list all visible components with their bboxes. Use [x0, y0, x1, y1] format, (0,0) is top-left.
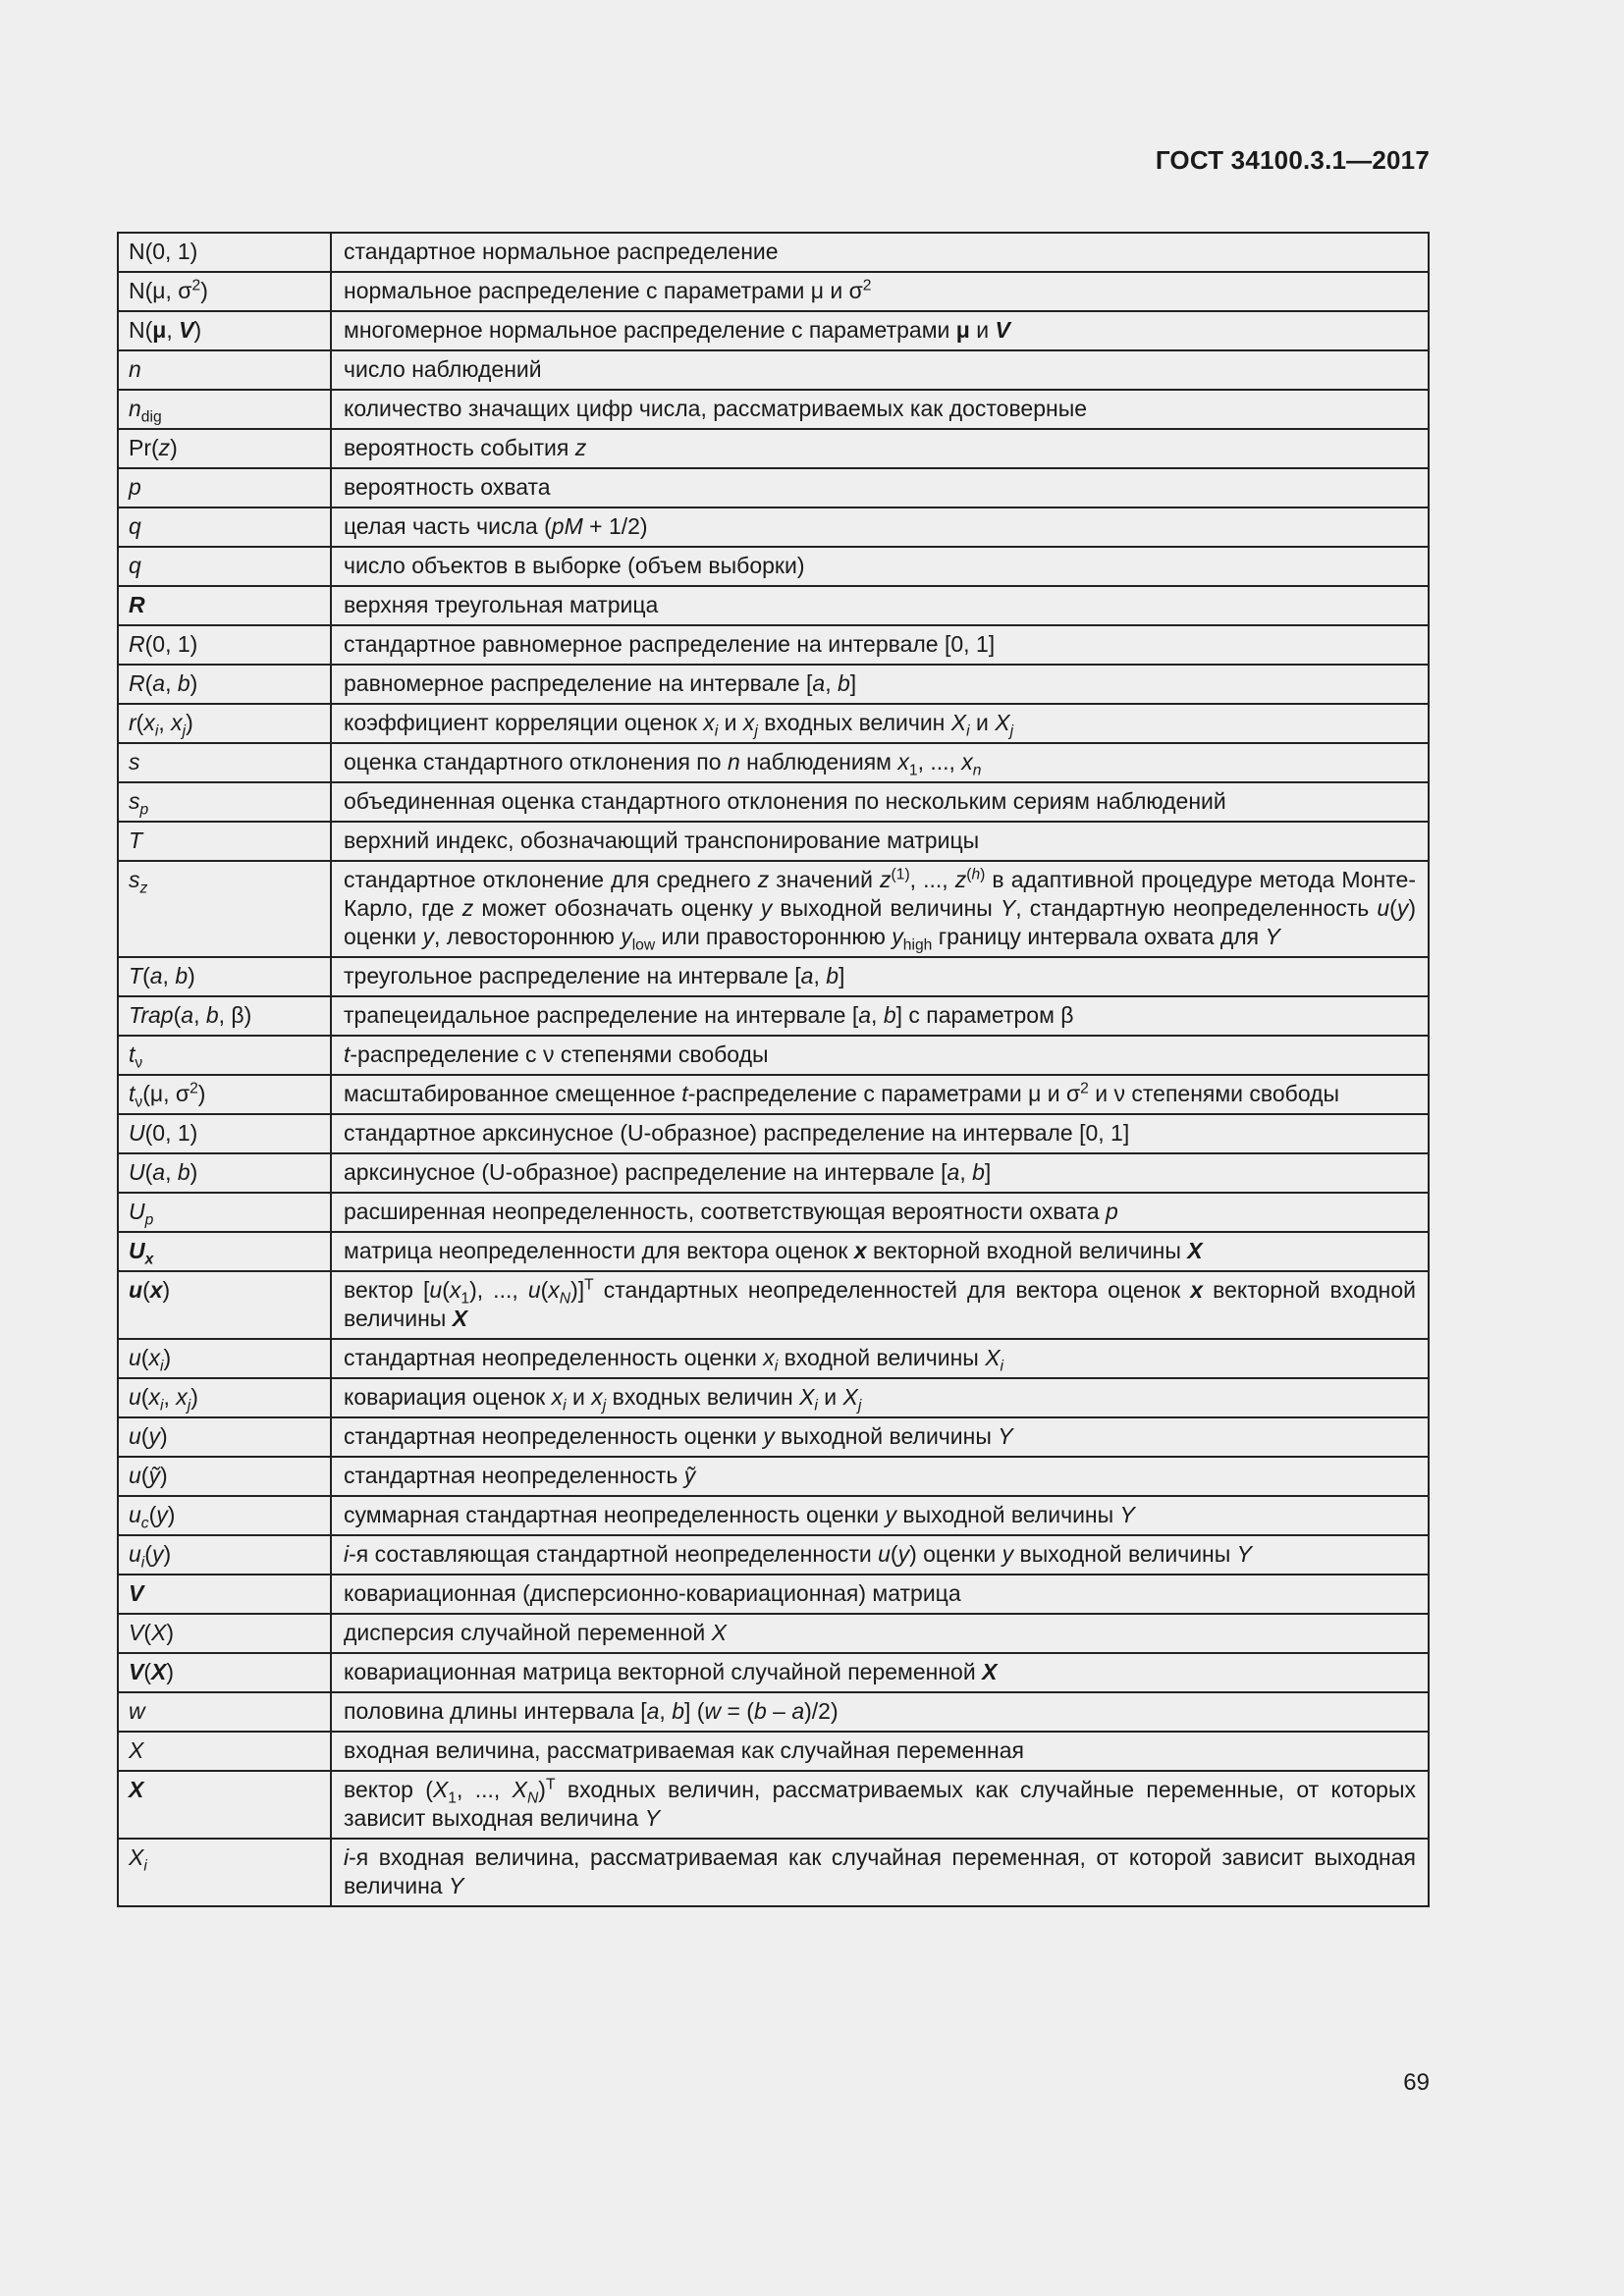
description-cell: коэффициент корреляции оценок $x_i$ и $x_j$ входных величин $X_i$ и $X_j$	[331, 704, 1429, 743]
table-row	[118, 996, 1429, 1036]
symbol-cell: $U_p$	[118, 1193, 331, 1232]
table-row	[118, 1378, 1429, 1417]
description-cell: целая часть числа (pM + 1/2)	[331, 507, 1429, 547]
symbol-cell: $r(x_i$, $x_j$)	[118, 704, 331, 743]
table-row	[118, 1614, 1429, 1653]
table-row	[118, 429, 1429, 468]
symbol-cell: u(ỹ)	[118, 1457, 331, 1496]
description-cell: число объектов в выборке (объем выборки)	[331, 547, 1429, 586]
description-cell: многомерное нормальное распределение с параметрами μ и V	[331, 311, 1429, 350]
symbol-cell: $u(x_i)$	[118, 1339, 331, 1378]
symbol-cell: u(y)	[118, 1417, 331, 1457]
description-cell: вероятность охвата	[331, 468, 1429, 507]
description-cell: входная величина, рассматриваемая как случайная переменная	[331, 1732, 1429, 1771]
table-row	[118, 1653, 1429, 1692]
symbol-cell: U(0, 1)	[118, 1114, 331, 1153]
symbol-cell: $t_\nu$	[118, 1036, 331, 1075]
description-cell: равномерное распределение на интервале [a, b]	[331, 665, 1429, 704]
table-row	[118, 1339, 1429, 1378]
table-row	[118, 1535, 1429, 1575]
description-cell: количество значащих цифр числа, рассматриваемых как достоверные	[331, 390, 1429, 429]
description-cell: стандартное нормальное распределение	[331, 233, 1429, 272]
table-row	[118, 704, 1429, 743]
symbol-cell: $n_{dig}$	[118, 390, 331, 429]
table-row	[118, 665, 1429, 704]
table-row	[118, 350, 1429, 390]
table-row	[118, 1771, 1429, 1839]
table-row	[118, 1457, 1429, 1496]
description-cell: суммарная стандартная неопределенность оценки y выходной величины Y	[331, 1496, 1429, 1535]
description-cell: вектор [$u(x_1)$, ..., $u(x_N)]^T$ стандартных неопределенностей для вектора оценок x векторной входной величины X	[331, 1271, 1429, 1339]
table-row	[118, 957, 1429, 996]
description-cell: t-распределение с ν степенями свободы	[331, 1036, 1429, 1075]
description-cell: трапецеидальное распределение на интервале [a, b] с параметром β	[331, 996, 1429, 1036]
description-cell: арксинусное (U-образное) распределение на интервале [a, b]	[331, 1153, 1429, 1193]
table-row	[118, 1153, 1429, 1193]
description-cell: стандартное равномерное распределение на интервале [0, 1]	[331, 625, 1429, 665]
symbol-cell: $u_c(y)$	[118, 1496, 331, 1535]
description-cell: верхняя треугольная матрица	[331, 586, 1429, 625]
table-row	[118, 1193, 1429, 1232]
description-cell: оценка стандартного отклонения по n наблюдениям $x_1$, ..., $x_n$	[331, 743, 1429, 782]
symbol-cell: $u_i(y)$	[118, 1535, 331, 1575]
symbol-cell: $t_\nu(\mu$, $\sigma^2$)	[118, 1075, 331, 1114]
symbol-cell: X	[118, 1771, 331, 1839]
document-header: ГОСТ 34100.3.1—2017	[1155, 145, 1430, 175]
symbol-cell: s	[118, 743, 331, 782]
symbol-cell: N(μ, $\sigma^2$)	[118, 272, 331, 311]
table-row	[118, 1496, 1429, 1535]
description-cell: матрица неопределенности для вектора оценок x векторной входной величины X	[331, 1232, 1429, 1271]
symbol-cell: q	[118, 507, 331, 547]
page-number: 69	[1403, 2069, 1430, 2096]
symbol-cell: N(0, 1)	[118, 233, 331, 272]
description-cell: i-я составляющая стандартной неопределенности u(y) оценки y выходной величины Y	[331, 1535, 1429, 1575]
description-cell: ковариационная матрица векторной случайной переменной X	[331, 1653, 1429, 1692]
description-cell: масштабированное смещенное t-распределение с параметрами μ и $\sigma^2$ и ν степенями свободы	[331, 1075, 1429, 1114]
description-cell: i-я входная величина, рассматриваемая как случайная переменная, от которой зависит выходная величина Y	[331, 1839, 1429, 1906]
table-row	[118, 1839, 1429, 1906]
description-cell: треугольное распределение на интервале [a, b]	[331, 957, 1429, 996]
table-row	[118, 1075, 1429, 1114]
description-cell: объединенная оценка стандартного отклонения по нескольким сериям наблюдений	[331, 782, 1429, 822]
table-row	[118, 782, 1429, 822]
symbol-cell: $s_p$	[118, 782, 331, 822]
symbol-cell: R(0, 1)	[118, 625, 331, 665]
description-cell: половина длины интервала [a, b] (w = (b – a)/2)	[331, 1692, 1429, 1732]
table-row	[118, 625, 1429, 665]
description-cell: стандартная неопределенность ỹ	[331, 1457, 1429, 1496]
description-cell: стандартная неопределенность оценки y выходной величины Y	[331, 1417, 1429, 1457]
description-cell: дисперсия случайной переменной X	[331, 1614, 1429, 1653]
symbol-cell: R(a, b)	[118, 665, 331, 704]
description-cell: верхний индекс, обозначающий транспонирование матрицы	[331, 822, 1429, 861]
symbol-cell: R	[118, 586, 331, 625]
symbol-cell: n	[118, 350, 331, 390]
table-row	[118, 1732, 1429, 1771]
description-cell: число наблюдений	[331, 350, 1429, 390]
table-row	[118, 1271, 1429, 1339]
symbol-cell: $s_z$	[118, 861, 331, 957]
symbol-cell: T	[118, 822, 331, 861]
description-cell: стандартное арксинусное (U-образное) распределение на интервале [0, 1]	[331, 1114, 1429, 1153]
symbol-cell: q	[118, 547, 331, 586]
symbol-cell: V	[118, 1575, 331, 1614]
symbol-cell: p	[118, 468, 331, 507]
table-row	[118, 1114, 1429, 1153]
symbol-cell: N(μ, V)	[118, 311, 331, 350]
table-row	[118, 822, 1429, 861]
table-row	[118, 233, 1429, 272]
table-row	[118, 743, 1429, 782]
symbol-cell: Trap(a, b, β)	[118, 996, 331, 1036]
symbol-cell: u(x)	[118, 1271, 331, 1339]
description-cell: расширенная неопределенность, соответствующая вероятности охвата p	[331, 1193, 1429, 1232]
description-cell: нормальное распределение с параметрами μ и $\sigma^2$	[331, 272, 1429, 311]
description-cell: стандартная неопределенность оценки $x_i$ входной величины $X_i$	[331, 1339, 1429, 1378]
symbol-cell: $X_i$	[118, 1839, 331, 1906]
description-cell: вероятность события z	[331, 429, 1429, 468]
table-row	[118, 1417, 1429, 1457]
symbol-cell: V(X)	[118, 1614, 331, 1653]
symbol-cell: V(X)	[118, 1653, 331, 1692]
symbol-cell: $U_x$	[118, 1232, 331, 1271]
symbols-table-body	[118, 233, 1429, 1906]
description-cell: ковариация оценок $x_i$ и $x_j$ входных величин $X_i$ и $X_j$	[331, 1378, 1429, 1417]
table-row	[118, 1575, 1429, 1614]
symbol-cell: w	[118, 1692, 331, 1732]
table-row	[118, 1232, 1429, 1271]
symbol-cell: Pr(z)	[118, 429, 331, 468]
table-row	[118, 507, 1429, 547]
table-row	[118, 586, 1429, 625]
description-cell: вектор ($X_1$, ..., $X_N)^T$ входных величин, рассматриваемых как случайные переменные, от которых зависит выходная величина Y	[331, 1771, 1429, 1839]
table-row	[118, 272, 1429, 311]
symbol-cell: X	[118, 1732, 331, 1771]
table-row	[118, 390, 1429, 429]
symbol-cell: $u(x_i$, $x_j$)	[118, 1378, 331, 1417]
table-row	[118, 311, 1429, 350]
table-row	[118, 547, 1429, 586]
symbol-cell: T(a, b)	[118, 957, 331, 996]
table-row	[118, 1036, 1429, 1075]
table-row	[118, 861, 1429, 957]
table-row	[118, 468, 1429, 507]
description-cell: ковариационная (дисперсионно-ковариационная) матрица	[331, 1575, 1429, 1614]
symbols-table	[117, 232, 1430, 1907]
symbol-cell: U(a, b)	[118, 1153, 331, 1193]
table-row	[118, 1692, 1429, 1732]
description-cell: стандартное отклонение для среднего z значений $z^{(1)}$, ..., $z^{(h)}$ в адаптивной процедуре метода Монте-Карло, где z может обозначать оценку y выходной величины Y, стандартную неопределенность u(y) оценки y, левостороннюю $y_{low}$ или правостороннюю $y_{high}$ границу интервала охвата для Y	[331, 861, 1429, 957]
